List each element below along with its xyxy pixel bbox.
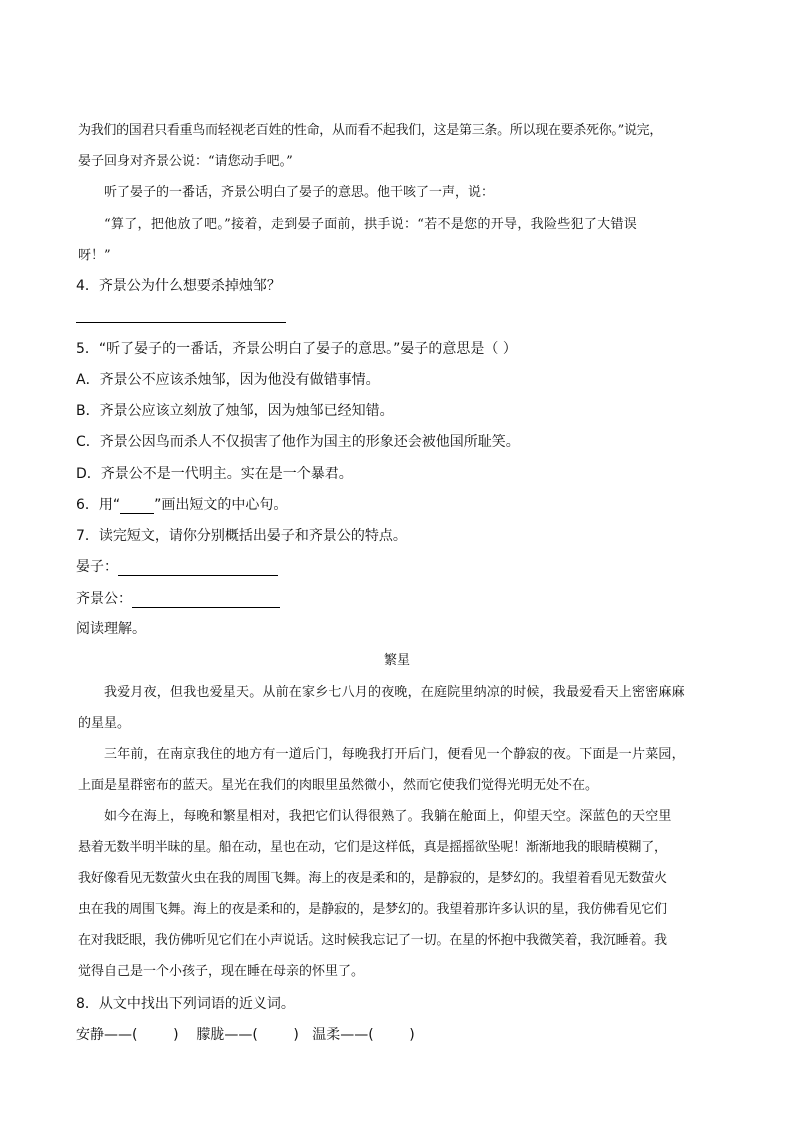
question-6 <box>76 496 287 514</box>
passage2-title: 繁星 <box>383 653 410 668</box>
qijinggong-label: 齐景公： <box>76 591 132 607</box>
option-c: C．齐景公因鸟而杀人不仅损害了他作为国主的形象还会被他国所耻笑。 <box>76 434 520 450</box>
yanzi-label: 晏子： <box>76 559 118 575</box>
passage2-line: 的星星。 <box>78 716 131 731</box>
passage2-line: 三年前，在南京我住的地方有一道后门，每晚我打开后门，便看见一个静寂的夜。下面是一片菜园， <box>104 747 685 762</box>
option-d: D．齐景公不是一代明主。实在是一个暴君。 <box>76 466 353 482</box>
answer-line <box>76 322 286 323</box>
passage1-line: 晏子回身对齐景公说：“请您动手吧。” <box>78 154 293 169</box>
underline-mark <box>120 499 154 514</box>
question-5: 5．“听了晏子的一番话，齐景公明白了晏子的意思。”晏子的意思是（ ） <box>76 341 517 357</box>
passage2-line: 在对我眨眼，我仿佛听见它们在小声说话。这时候我忘记了一切。在星的怀抱中我微笑着，我沉睡着。我 <box>78 933 667 948</box>
option-b: B．齐景公应该立刻放了烛邹，因为烛邹已经知错。 <box>76 403 394 419</box>
passage1-line: 听了晏子的一番话，齐景公明白了晏子的意思。他干咳了一声，说： <box>104 185 495 200</box>
question-4: 4．齐景公为什么想要杀掉烛邹？ <box>76 278 281 294</box>
answer-blank <box>132 593 280 608</box>
passage2-line: 觉得自己是一个小孩子，现在睡在母亲的怀里了。 <box>78 964 365 979</box>
yanzi-answer-row <box>76 558 278 576</box>
option-a: A．齐景公不应该杀烛邹，因为他没有做错事情。 <box>76 372 380 388</box>
qijinggong-answer-row <box>76 590 280 608</box>
passage2-line: 虫在我的周围飞舞。海上的夜是柔和的，是静寂的，是梦幻的。我望着那许多认识的星，我仿佛看见它们 <box>78 902 667 917</box>
passage1-line: 为我们的国君只看重鸟而轻视老百姓的性命，从而看不起我们，这是第三条。所以现在要杀死你。”说完， <box>78 123 663 138</box>
passage2-line: 我好像看见无数萤火虫在我的周围飞舞。海上的夜是柔和的，是静寂的，是梦幻的。我望着看见无数萤火 <box>78 871 667 886</box>
question-8: 8．从文中找出下列词语的近义词。 <box>76 996 295 1012</box>
answer-blank <box>118 561 278 576</box>
question-6-suffix: ”画出短文的中心句。 <box>154 497 288 513</box>
question-6-prefix: 6．用“ <box>76 497 121 513</box>
question-7: 7．读完短文，请你分别概括出晏子和齐景公的特点。 <box>76 528 407 544</box>
synonym-blanks: 安静——( ) 朦胧——( ) 温柔——( ) <box>76 1027 415 1043</box>
passage1-line: “算了，把他放了吧。”接着，走到晏子面前，拱手说：“若不是您的开导，我险些犯了大错误 <box>104 217 638 232</box>
passage2-line: 悬着无数半明半昧的星。船在动，星也在动，它们是这样低，真是摇摇欲坠呢！渐渐地我的眼睛模糊了， <box>78 840 667 855</box>
passage1-line: 呀！” <box>78 248 111 263</box>
reading-label: 阅读理解。 <box>76 621 146 637</box>
passage2-line: 如今在海上，每晚和繁星相对，我把它们认得很熟了。我躺在舱面上，仰望天空。深蓝色的天空里 <box>104 809 672 824</box>
passage2-line: 上面是星群密布的蓝天。星光在我们的肉眼里虽然微小，然而它使我们觉得光明无处不在。 <box>78 778 599 793</box>
passage2-line: 我爱月夜，但我也爱星天。从前在家乡七八月的夜晚，在庭院里纳凉的时候，我最爱看天上密密麻麻 <box>104 685 685 700</box>
